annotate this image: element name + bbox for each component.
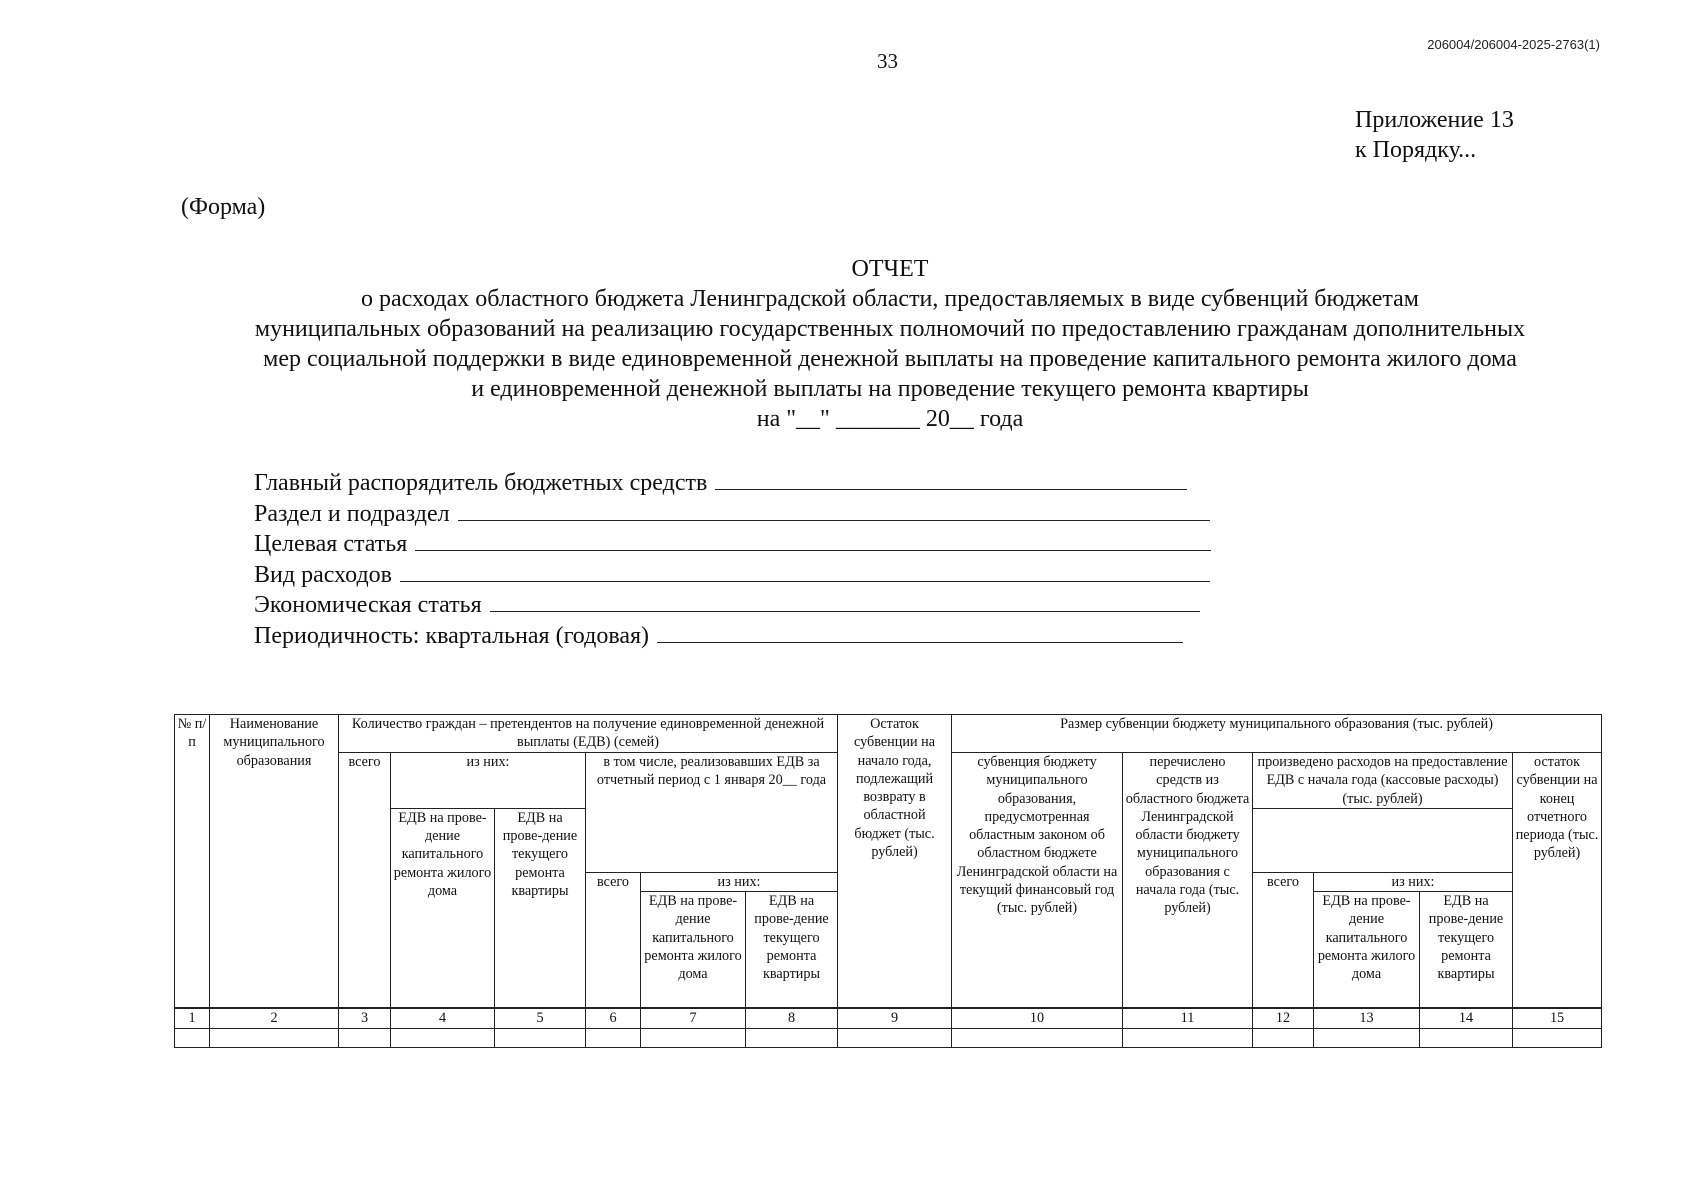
field-blank-line[interactable] — [657, 622, 1183, 643]
table-cell[interactable] — [586, 1028, 641, 1047]
column-number: 9 — [838, 1008, 952, 1029]
field-label: Вид расходов — [254, 561, 392, 588]
field-label: Экономическая статья — [254, 592, 482, 618]
field-blank-line[interactable] — [415, 530, 1211, 551]
field-target-article — [254, 529, 1234, 560]
table-cell[interactable] — [210, 1028, 339, 1047]
field-blank-line[interactable] — [400, 561, 1210, 582]
header-expenses: произведено расходов на предоставление ЕДВ с начала года (кассовые расходы) (тыс. рублей) — [1253, 753, 1513, 809]
table-cell[interactable] — [1123, 1028, 1253, 1047]
table-cell[interactable] — [1420, 1028, 1513, 1047]
header-subvention-law: субвенция бюджету муниципального образования, предусмотренная областным законом об областном бюджете Ленинградской области на текущий финансовый год (тыс. рублей) — [952, 753, 1123, 1008]
report-heading — [170, 254, 1610, 434]
column-number: 13 — [1314, 1008, 1420, 1029]
header-expenses-edv-capital: ЕДВ на прове-дение капитального ремонта жилого дома — [1314, 892, 1420, 1008]
table-row — [175, 1028, 1602, 1047]
header-realized-of-them: из них: — [641, 872, 838, 891]
field-economic-article — [254, 590, 1234, 621]
appendix-line-2: к Порядку... — [1355, 137, 1477, 163]
field-label: Главный распорядитель бюджетных средств — [254, 470, 708, 496]
header-subvention-size: Размер субвенции бюджету муниципального образования (тыс. рублей) — [952, 715, 1602, 753]
column-number: 10 — [952, 1008, 1123, 1029]
field-blank-line[interactable] — [458, 500, 1210, 521]
report-subtitle-line-3: мер социальной поддержки в виде единовременной денежной выплаты на проведение капитального ремонта жилого дома — [263, 346, 1517, 372]
header-total: всего — [339, 753, 391, 1008]
table-cell[interactable] — [1513, 1028, 1602, 1047]
column-number: 2 — [210, 1008, 339, 1029]
column-number-row — [175, 1008, 1602, 1029]
header-realized: в том числе, реализовавших ЕДВ за отчетный период с 1 января 20__ года — [586, 753, 838, 873]
field-label: Раздел и подраздел — [254, 500, 450, 527]
column-number: 6 — [586, 1008, 641, 1029]
appendix-reference — [1355, 105, 1514, 165]
field-label: Целевая статья — [254, 531, 408, 557]
header-municipality-name: Наименование муниципального образования — [210, 715, 339, 1008]
column-number: 15 — [1513, 1008, 1602, 1029]
field-chief-administrator — [254, 468, 1234, 499]
header-edv-capital: ЕДВ на прове-дение капитального ремонта жилого дома — [391, 808, 495, 1007]
table-cell[interactable] — [1253, 1028, 1314, 1047]
report-subtitle-line-2: муниципальных образований на реализацию государственных полномочий по предоставлению гражданам дополнительных — [254, 316, 1526, 342]
column-number: 1 — [175, 1008, 210, 1029]
report-subtitle-line-1: о расходах областного бюджета Ленинградской области, предоставляемых в виде субвенций бюджетам — [361, 286, 1419, 312]
report-date-line: на "__" _______ 20__ года — [756, 406, 1024, 432]
table-cell[interactable] — [175, 1028, 210, 1047]
table-cell[interactable] — [838, 1028, 952, 1047]
header-realized-edv-capital: ЕДВ на прове-дение капитального ремонта жилого дома — [641, 892, 746, 1008]
header-citizen-count: Количество граждан – претендентов на получение единовременной денежной выплаты (ЕДВ) (семей) — [339, 715, 838, 753]
column-number: 14 — [1420, 1008, 1513, 1029]
table-cell[interactable] — [339, 1028, 391, 1047]
report-fields — [254, 468, 1234, 651]
header-transferred: перечислено средств из областного бюджета Ленинградской области бюджету муниципального образования с начала года (тыс. рублей) — [1123, 753, 1253, 1008]
report-subtitle-line-4: и единовременной денежной выплаты на проведение текущего ремонта квартиры — [471, 376, 1309, 402]
column-number: 7 — [641, 1008, 746, 1029]
header-expenses-edv-current: ЕДВ на прове-дение текущего ремонта квартиры — [1420, 892, 1513, 1008]
table-cell[interactable] — [952, 1028, 1123, 1047]
field-blank-line[interactable] — [490, 591, 1200, 612]
header-realized-edv-current: ЕДВ на прове-дение текущего ремонта квартиры — [746, 892, 838, 1008]
header-remainder-end: остаток субвенции на конец отчетного периода (тыс. рублей) — [1513, 753, 1602, 1008]
header-of-them: из них: — [391, 753, 586, 809]
table-cell[interactable] — [641, 1028, 746, 1047]
page-number: 33 — [877, 49, 898, 73]
field-expense-type — [254, 560, 1234, 591]
header-expenses-spacer — [1253, 808, 1513, 872]
document-id: 206004/206004-2025-2763(1) — [1427, 37, 1600, 52]
field-section — [254, 499, 1234, 530]
field-label: Периодичность: квартальная (годовая) — [254, 622, 650, 649]
column-number: 12 — [1253, 1008, 1314, 1029]
form-label: (Форма) — [181, 194, 266, 220]
table-cell[interactable] — [746, 1028, 838, 1047]
column-number: 8 — [746, 1008, 838, 1029]
field-periodicity — [254, 621, 1234, 652]
report-table — [174, 714, 1602, 1048]
header-expenses-total: всего — [1253, 872, 1314, 1007]
column-number: 11 — [1123, 1008, 1253, 1029]
table-cell[interactable] — [1314, 1028, 1420, 1047]
header-remainder-start: Остаток субвенции на начало года, подлежащий возврату в областной бюджет (тыс. рублей) — [838, 715, 952, 1008]
table-cell[interactable] — [495, 1028, 586, 1047]
column-number: 5 — [495, 1008, 586, 1029]
header-expenses-of-them: из них: — [1314, 872, 1513, 891]
column-number: 3 — [339, 1008, 391, 1029]
column-number: 4 — [391, 1008, 495, 1029]
table-cell[interactable] — [391, 1028, 495, 1047]
appendix-line-1: Приложение 13 — [1355, 107, 1514, 133]
report-title: ОТЧЕТ — [851, 256, 929, 282]
field-blank-line[interactable] — [715, 469, 1187, 490]
header-edv-current: ЕДВ на прове-дение текущего ремонта квартиры — [495, 808, 586, 1007]
header-number: № п/п — [175, 715, 210, 1008]
header-realized-total: всего — [586, 872, 641, 1007]
